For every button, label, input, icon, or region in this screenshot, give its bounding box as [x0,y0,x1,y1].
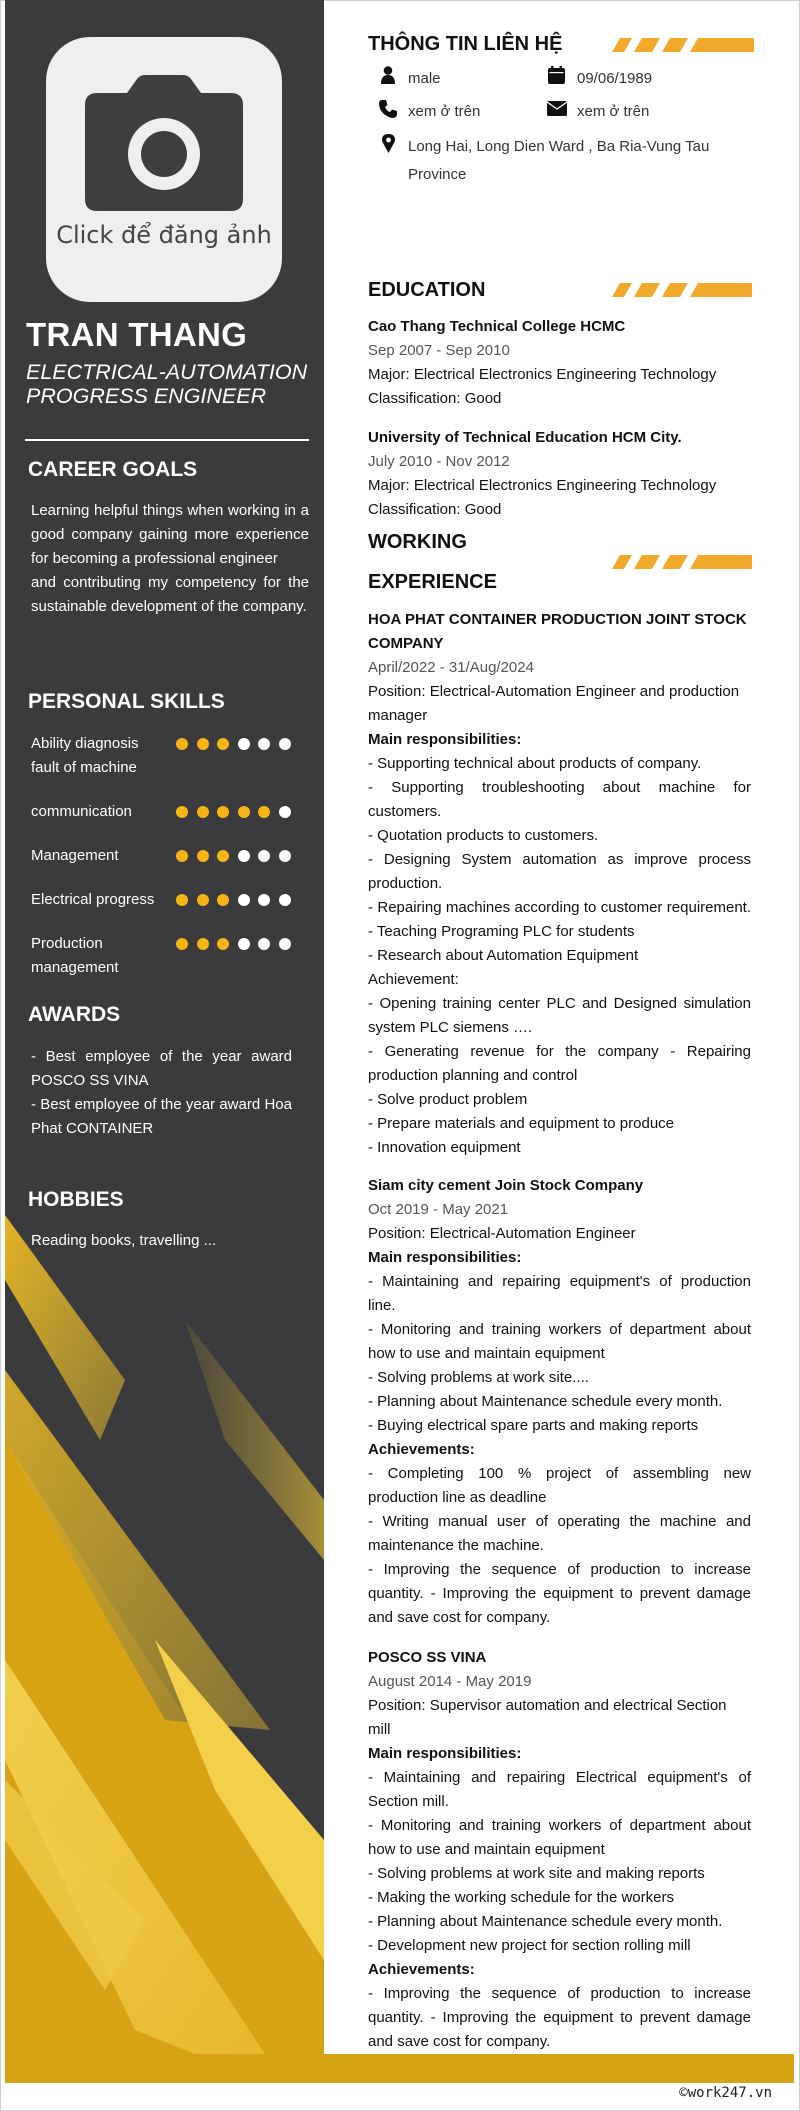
candidate-title: ELECTRICAL-AUTOMATION PROGRESS ENGINEER [26,360,308,408]
rating-dot-empty [238,938,250,950]
skill-item [31,932,316,980]
achievements-heading: Achievements: [368,1961,475,1978]
job-entry [368,1174,751,1630]
rating-dot-filled [197,806,209,818]
rating-dot-empty [279,938,291,950]
envelope-icon [547,101,567,116]
awards-text: - Best employee of the year award POSCO SS VINA - Best employee of the year award Hoa Phat CONTAINER [31,1048,292,1137]
career-goals-heading: CAREER GOALS [28,458,198,481]
rating-dot-empty [258,738,270,750]
skill-label: Management [31,847,119,864]
job-position: Position: Supervisor automation and electrical Section mill [368,1697,727,1738]
job-dates: August 2014 - May 2019 [368,1673,532,1690]
rating-dot-filled [176,850,188,862]
job-position: Position: Electrical-Automation Engineer [368,1225,636,1242]
job-entry [368,1646,751,2054]
job-responsibilities: - Maintaining and repairing Electrical equipment's of Section mill. - Monitoring and training workers of department about how to use and maintain equipment - Solving problems at work site and making reports - Making the working schedule for the workers - Planning about Maintenance schedule every month. - Development new project for section rolling mill [368,1769,751,1954]
skill-label: Production management [31,935,119,976]
contact-email: xem ở trên [577,103,650,120]
company-name: Siam city cement Join Stock Company [368,1177,644,1194]
education-dates: July 2010 - Nov 2012 [368,453,510,470]
responsibilities-heading: Main responsibilities: [368,1745,522,1762]
skill-item [31,732,316,780]
school-name: University of Technical Education HCM City. [368,429,682,446]
rating-dot-filled [217,806,229,818]
candidate-name: TRAN THANG [26,316,248,353]
education-entry [368,426,751,522]
education-classification: Classification: Good [368,501,502,518]
rating-dot-empty [279,806,291,818]
photo-upload-box[interactable] [46,37,282,302]
footer-bar [5,2054,794,2083]
rating-dot-empty [279,894,291,906]
achievements-heading: Achievement: [368,971,459,988]
camera-icon [85,75,243,211]
job-responsibilities: - Supporting technical about products of company. - Supporting troubleshooting about machine for customers. - Quotation products to customers. - Designing System automation as improve process production. - Repairing machines according to customer requirement. - Teaching Programing PLC for students - Research about Automation Equipment [368,755,751,964]
rating-dot-filled [197,938,209,950]
photo-upload-label: Click để đăng ảnh [56,221,272,249]
rating-dot-empty [238,738,250,750]
job-position: Position: Electrical-Automation Engineer and production manager [368,683,740,724]
rating-dot-filled [176,938,188,950]
rating-dot-empty [238,850,250,862]
heading-accent-stripes [612,555,752,569]
skill-label: Ability diagnosis fault of machine [31,735,139,776]
heading-accent-stripes [612,283,752,297]
education-heading: EDUCATION [368,279,486,301]
rating-dot-filled [217,738,229,750]
hobbies-heading: HOBBIES [28,1188,124,1211]
rating-dot-filled [197,894,209,906]
contact-birthday: 09/06/1989 [577,70,653,87]
skill-label: communication [31,803,132,820]
contact-gender: male [408,70,441,87]
contact-phone: xem ở trên [408,103,481,120]
rating-dot-empty [258,894,270,906]
job-dates: April/2022 - 31/Aug/2024 [368,659,534,676]
education-major: Major: Electrical Electronics Engineering Technology [368,366,717,383]
rating-dot-empty [238,894,250,906]
sidebar [5,0,324,2054]
company-name: POSCO SS VINA [368,1649,487,1666]
rating-dot-filled [176,738,188,750]
decorative-shapes [5,0,324,2054]
skill-rating [176,894,291,906]
school-name: Cao Thang Technical College HCMC [368,318,626,335]
skill-rating [176,850,291,862]
rating-dot-empty [258,850,270,862]
skill-rating [176,938,291,950]
job-dates: Oct 2019 - May 2021 [368,1201,509,1218]
skill-item [31,844,316,868]
responsibilities-heading: Main responsibilities: [368,731,522,748]
skill-rating [176,806,291,818]
phone-icon [379,100,397,118]
site-watermark[interactable]: ©work247.vn [679,2085,772,2101]
awards-heading: AWARDS [28,1003,121,1026]
name-divider [25,439,309,441]
education-major: Major: Electrical Electronics Engineering Technology [368,477,717,494]
education-entry [368,315,751,411]
achievements-heading: Achievements: [368,1441,475,1458]
map-pin-icon [382,134,395,153]
job-responsibilities: - Maintaining and repairing equipment's of production line. - Monitoring and training workers of department about how to use and maintain equipment - Solving problems at work site.... - Planning about Maintenance schedule every month. - Buying electrical spare parts and making reports [368,1273,751,1434]
rating-dot-filled [217,894,229,906]
rating-dot-filled [217,850,229,862]
job-achievements: - Improving the sequence of production to increase quantity. - Improving the equipment to prevent damage and save cost for company. [368,1985,751,2050]
education-classification: Classification: Good [368,390,502,407]
company-name: HOA PHAT CONTAINER PRODUCTION JOINT STOCK COMPANY [368,611,747,652]
skill-label: Electrical progress [31,891,155,908]
skill-item [31,800,316,824]
rating-dot-empty [279,738,291,750]
rating-dot-filled [258,806,270,818]
job-achievements: - Completing 100 % project of assembling new production line as deadline - Writing manual user of operating the machine and maintenance the machine. - Improving the sequence of production to increase quantity. - Improving the equipment to prevent damage and save cost for company. [368,1465,751,1626]
rating-dot-empty [279,850,291,862]
contact-address: Long Hai, Long Dien Ward , Ba Ria-Vung Tau Province [408,138,710,183]
responsibilities-heading: Main responsibilities: [368,1249,522,1266]
rating-dot-filled [176,894,188,906]
rating-dot-filled [217,938,229,950]
rating-dot-empty [258,938,270,950]
rating-dot-filled [197,738,209,750]
rating-dot-filled [176,806,188,818]
rating-dot-filled [197,850,209,862]
experience-heading-line1: WORKING [368,531,467,553]
job-achievements: - Opening training center PLC and Designed simulation system PLC siemens …. - Generating revenue for the company - Repairing production planning and control - Solve product problem - Prepare materials and equipment to produce - Innovation equipment [368,995,751,1156]
user-icon [381,66,395,84]
experience-heading-line2: EXPERIENCE [368,571,497,593]
skill-rating [176,738,291,750]
hobbies-text: Reading books, travelling ... [31,1232,217,1249]
heading-accent-stripes [612,38,754,52]
skill-item [31,888,316,912]
job-entry [368,608,751,1160]
career-goals-text: Learning helpful things when working in a good company gaining more experience for becoming a professional engineer and contributing my competency for the sustainable development of the company. [31,502,309,615]
calendar-icon [548,66,565,84]
personal-skills-heading: PERSONAL SKILLS [28,690,225,713]
rating-dot-filled [238,806,250,818]
education-dates: Sep 2007 - Sep 2010 [368,342,510,359]
contact-heading: THÔNG TIN LIÊN HỆ [368,33,563,55]
